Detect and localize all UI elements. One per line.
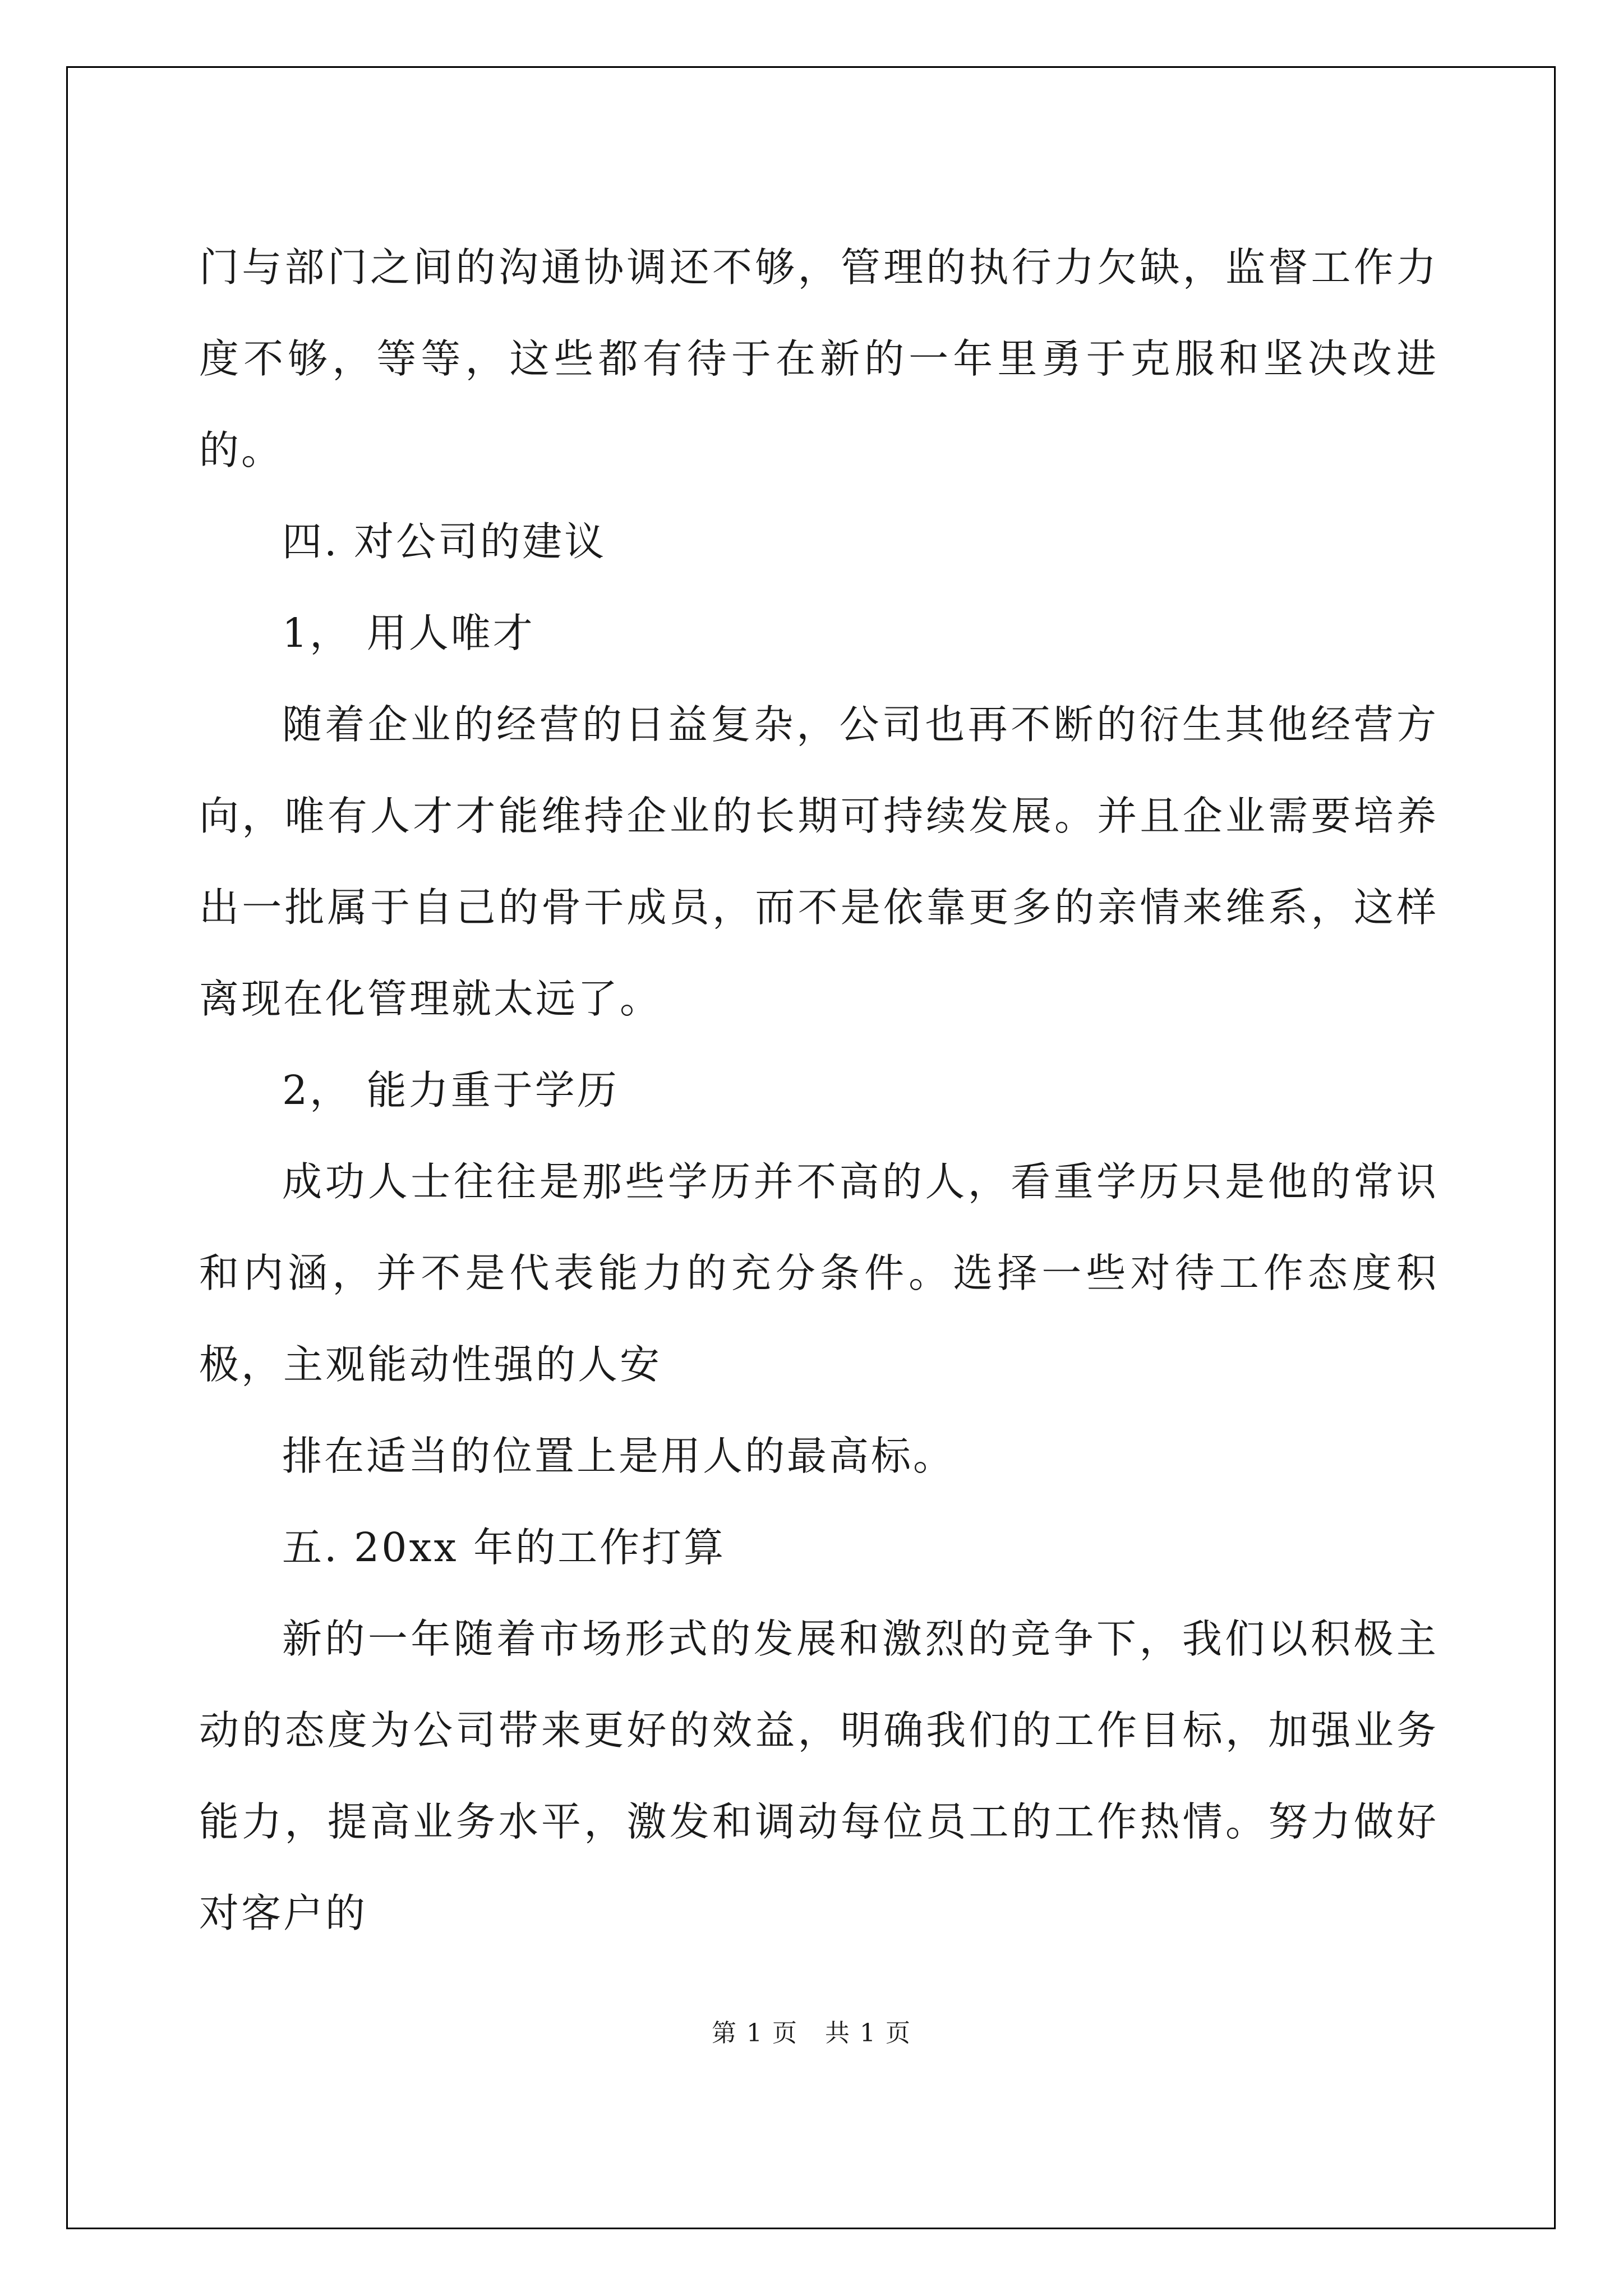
paragraph-work-plan: 新的一年随着市场形式的发展和激烈的竞争下，我们以积极主动的态度为公司带来更好的效益，明确我们的工作目标，加强业务能力，提高业务水平，激发和调动每位员工的工作热情。努力做好对客户的	[199, 1616, 1438, 1936]
page-number-total: 共 1 页	[825, 2019, 911, 2047]
page-number-current: 第 1 页	[712, 2019, 798, 2047]
paragraph-continued: 门与部门之间的沟通协调还不够，管理的执行力欠缺，监督工作力度不够，等等，这些都有待于在新的一年里勇于克服和坚决改进的。	[199, 244, 1438, 473]
page-footer	[0, 2013, 1623, 2049]
paragraph-ability: 成功人士往往是那些学历并不高的人，看重学历只是他的常识和内涵，并不是代表能力的充分条件。选择一些对待工作态度积极，主观能动性强的人安	[199, 1158, 1438, 1388]
paragraph-talent: 随着企业的经营的日益复杂，公司也再不断的衍生其他经营方向，唯有人才才能维持企业的长期可持续发展。并且企业需要培养出一批属于自己的骨干成员，而不是依靠更多的亲情来维系，这样离现在化管理就太远了。	[199, 701, 1438, 1022]
document-body	[199, 222, 1438, 1959]
section-heading-suggestions: 四. 对公司的建议	[282, 518, 607, 565]
paragraph-placement: 排在适当的位置上是用人的最高标。	[282, 1433, 956, 1479]
section-heading-work-plan: 五. 20xx 年的工作打算	[282, 1524, 726, 1571]
subheading-ability-over-degree: 2， 能力重于学历	[282, 1067, 619, 1114]
subheading-hire-by-talent: 1， 用人唯才	[282, 610, 535, 656]
